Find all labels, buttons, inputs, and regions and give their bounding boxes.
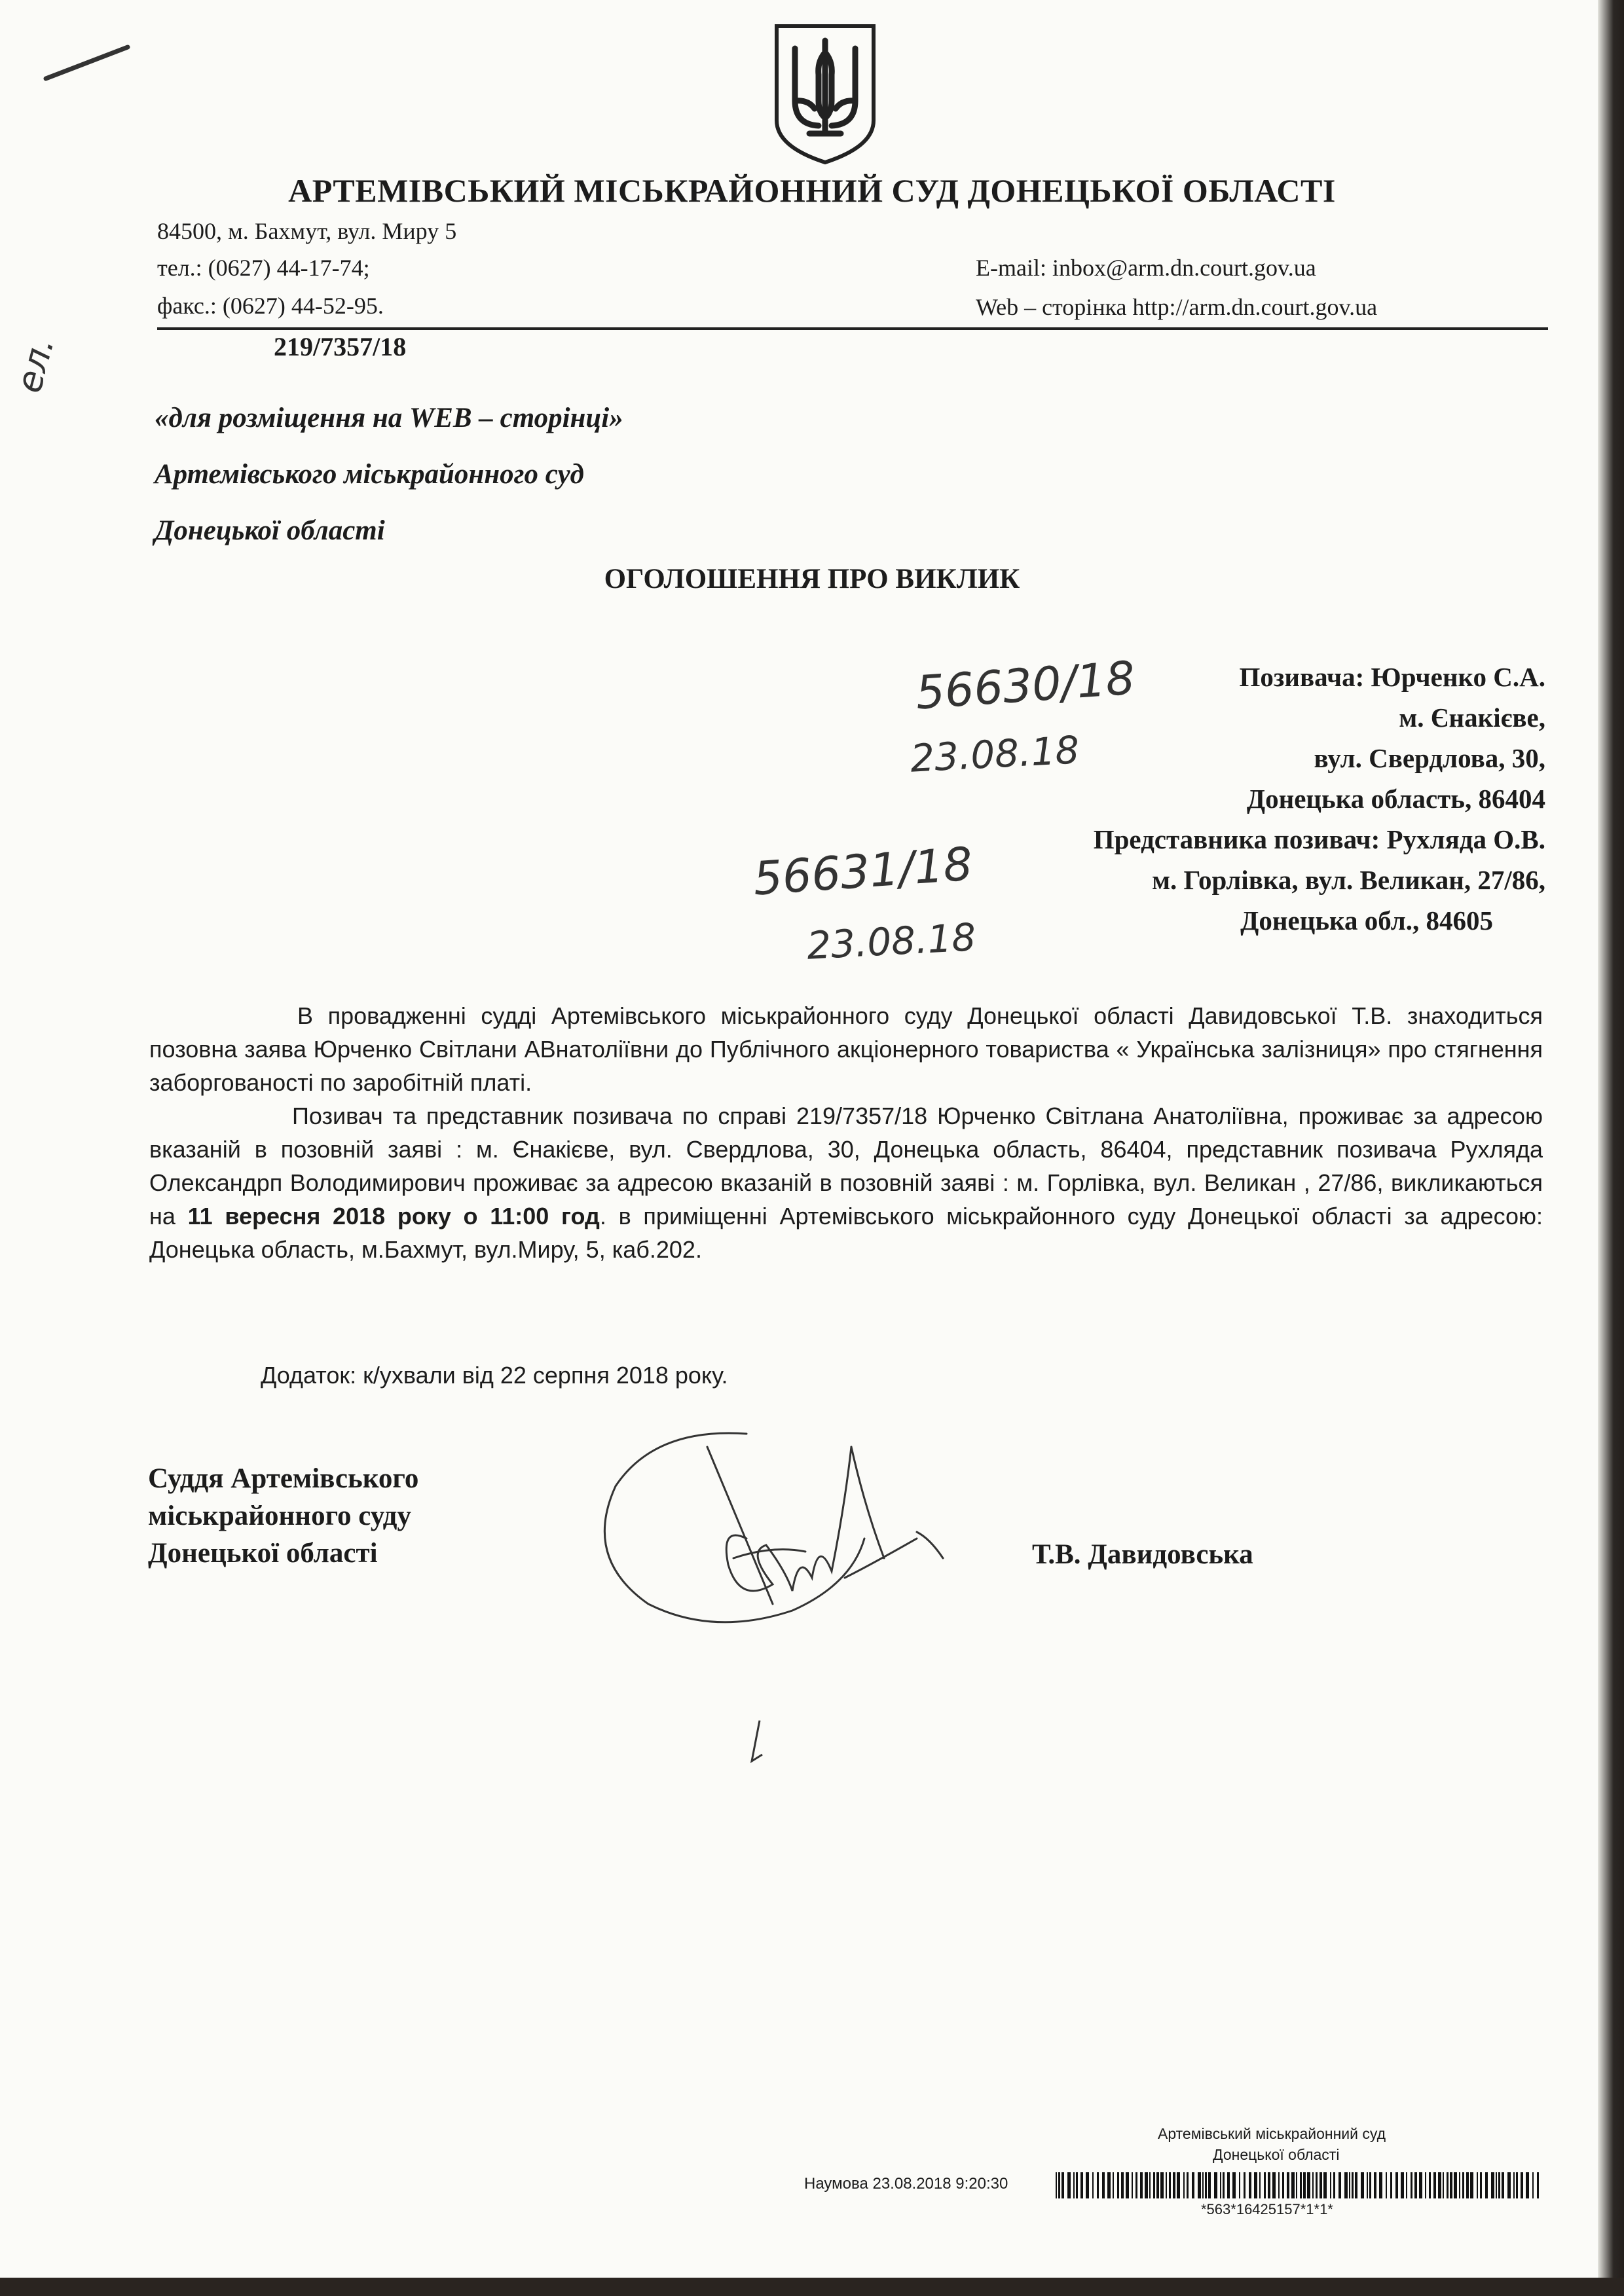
placement-line: «для розміщення на WEB – сторінці»: [155, 403, 623, 433]
handwritten-date: 23.08.18: [805, 915, 977, 968]
coat-of-arms-icon: [771, 22, 879, 166]
court-phone: тел.: (0627) 44-17-74;: [157, 255, 370, 281]
notice-title: ОГОЛОШЕННЯ ПРО ВИКЛИК: [604, 564, 1020, 594]
barcode-number: *563*16425157*1*1*: [1201, 2201, 1333, 2217]
body-paragraph: В провадженні судді Артемівського міськрайонного суду Донецької області Давидовської Т.В. знаходиться позовна заява Юрченко Світлани АВнатоліївни до Публічного акціонерного товариства « Українська залізниця» про стягнення заборгованості по заробітній платі.: [149, 1002, 1543, 1096]
representative-region: Донецька обл., 84605: [1240, 905, 1493, 936]
handwritten-date: 23.08.18: [909, 727, 1080, 781]
placement-court: Артемівського міськрайонного суд: [155, 459, 584, 490]
representative-city: м. Горлівка, вул. Великан, 27/86,: [1152, 865, 1545, 895]
representative-name: Представника позивач: Рухляда О.В.: [1093, 824, 1545, 854]
handwritten-reg-number: 56631/18: [751, 837, 974, 906]
barcode-icon: [1056, 2172, 1543, 2198]
plaintiff-region: Донецька область, 86404: [1246, 784, 1545, 814]
body-text-segment: . в приміщенні Артемівського міськрайонного суду Донецької області за адресою: Донецька область, м.Бахмут, вул.Миру, 5, каб.202.: [149, 1203, 1543, 1263]
court-name: АРТЕМІВСЬКИЙ МІСЬКРАЙОННИЙ СУД ДОНЕЦЬКОЇ ОБЛАСТІ: [288, 172, 1336, 209]
registrar-stamp: Наумова 23.08.2018 9:20:30: [804, 2175, 1008, 2193]
court-email: E-mail: inbox@arm.dn.court.gov.ua: [976, 255, 1316, 281]
judge-title: [148, 1460, 418, 1572]
stamp-court-name: Артемівський міськрайонний суд: [1158, 2125, 1386, 2142]
court-fax: факс.: (0627) 44-52-95.: [157, 293, 384, 319]
judge-title-line: Донецької області: [148, 1538, 378, 1569]
body-paragraph: [149, 1099, 1543, 1266]
plaintiff-name: Позивача: Юрченко С.А.: [1239, 662, 1545, 692]
plaintiff-street: вул. Свердлова, 30,: [1314, 743, 1545, 773]
case-number: 219/7357/18: [274, 332, 407, 361]
stamp-court-region: Донецької області: [1213, 2146, 1340, 2163]
judge-title-line: Суддя Артемівського: [148, 1463, 419, 1494]
handwritten-reg-number: 56630/18: [913, 651, 1137, 720]
header-divider: [157, 327, 1548, 330]
scan-edge-bottom: [0, 2278, 1624, 2296]
judge-signature: [576, 1408, 995, 1656]
court-website: Web – сторінка http://arm.dn.court.gov.ua: [976, 294, 1378, 320]
placement-region: Донецької області: [155, 515, 385, 546]
judge-name: Т.В. Давидовська: [1032, 1539, 1253, 1570]
handwritten-margin-mark: ел.: [8, 332, 62, 397]
pen-mark: [39, 39, 138, 92]
attachment-line: Додаток: к/ухвали від 22 серпня 2018 року.: [261, 1362, 728, 1389]
pen-mark: [740, 1715, 779, 1774]
scan-edge-right: [1598, 0, 1624, 2296]
court-address: 84500, м. Бахмут, вул. Миру 5: [157, 218, 457, 244]
judge-title-line: міськрайонного суду: [148, 1501, 411, 1531]
notice-body: [149, 999, 1543, 1266]
hearing-date: 11 вересня 2018 року о 11:00 год: [187, 1203, 600, 1230]
body-text-segment: Позивач та представник позивача по справі 219/7357/18 Юрченко Світлана Анатоліївна, проживає за адресою вказаній в позовній заяві : м. Єнакієве, вул. Свердлова, 30, Донецька область, 86404, представник позивача Рухляда Олександрп Володимирович проживає за адресою вказаній в позовній заяві : м. Горлівка, вул. Великан , 27/86, викликаються на: [149, 1102, 1543, 1230]
plaintiff-city: м. Єнакієве,: [1399, 702, 1545, 733]
